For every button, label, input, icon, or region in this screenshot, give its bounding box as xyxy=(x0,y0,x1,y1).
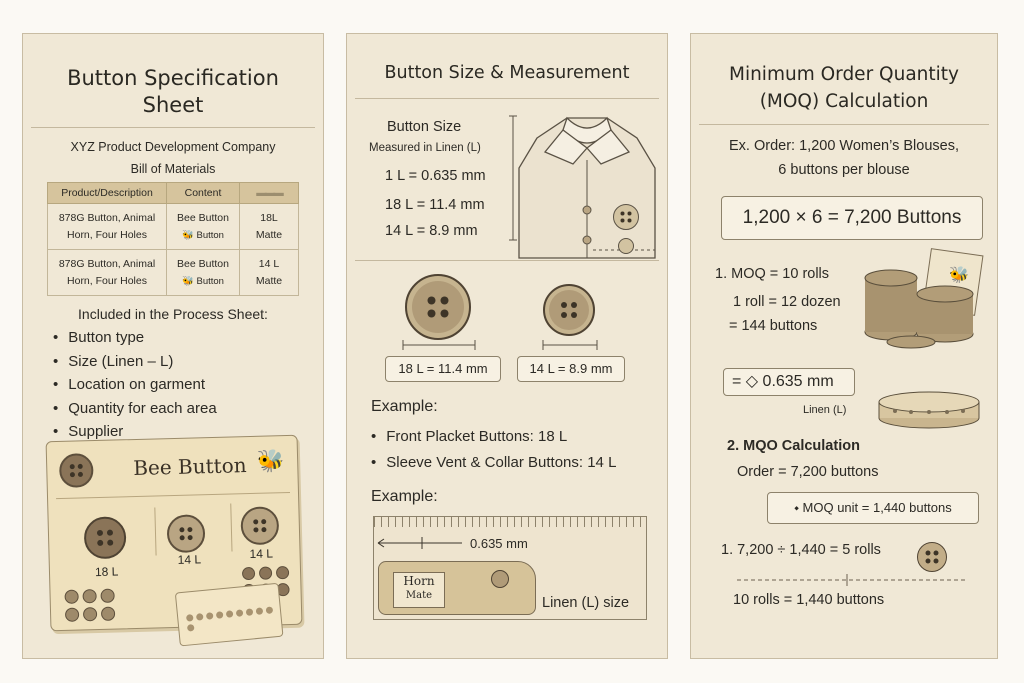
row-description: 878G Button, Animal Horn, Four Holes xyxy=(48,204,167,250)
button-stacks-illustration xyxy=(855,248,995,348)
example-heading: Example: xyxy=(371,398,438,415)
row-description: 878G Button, Animal Horn, Four Holes xyxy=(48,250,167,296)
fabric-tag xyxy=(378,561,536,615)
svg-text:🐝: 🐝 xyxy=(949,265,969,284)
row-content: Bee Button 🐝 Button xyxy=(167,204,240,250)
button-small-icon xyxy=(618,238,634,254)
list-item: • Button type xyxy=(53,326,217,350)
button-roll-illustration xyxy=(875,384,985,430)
divider xyxy=(31,127,315,128)
ruler-ticks xyxy=(374,517,646,527)
linen-spec-box: = ◇ 0.635 mm xyxy=(723,368,855,396)
small-buttons-left xyxy=(64,588,125,622)
list-item: • Size (Linen – L) xyxy=(53,350,217,374)
divider xyxy=(154,507,156,555)
example-heading: Example: xyxy=(371,488,438,505)
size-box-18l: 18 L = 11.4 mm xyxy=(385,356,501,382)
list-item: • Location on garment xyxy=(53,373,217,397)
bee-icon: 🐝 xyxy=(182,229,194,241)
divider xyxy=(355,260,659,261)
divider xyxy=(355,98,659,99)
divider xyxy=(230,503,232,551)
process-sheet-list xyxy=(53,326,217,444)
linen-label: Linen (L) xyxy=(803,404,847,416)
calc-heading: 2. MQO Calculation xyxy=(727,438,860,454)
ruler-illustration xyxy=(373,516,647,620)
mini-button-card xyxy=(175,583,284,647)
list-item: • Supplier xyxy=(53,420,217,444)
row-size: 14 L Matte xyxy=(240,250,299,296)
moq-unit-box: ⬩ MOQ unit = 1,440 buttons xyxy=(767,492,979,524)
col-header-content: Content xyxy=(167,183,240,204)
button-14l-icon xyxy=(613,204,639,230)
sample-button-14l xyxy=(167,514,206,553)
total-formula: 1,200 × 6 = 7,200 Buttons xyxy=(721,196,983,240)
size-box-14l: 14 L = 8.9 mm xyxy=(517,356,625,382)
bom-table xyxy=(47,182,299,296)
row-size: 18L Matte xyxy=(240,204,299,250)
size-label: 18 L xyxy=(94,564,119,580)
list-item: • Front Placket Buttons: 18 L xyxy=(371,424,616,450)
division-line: 1. 7,200 ÷ 1,440 = 5 rolls xyxy=(721,542,881,558)
divider xyxy=(56,492,290,499)
tag-button xyxy=(491,570,509,588)
sample-button-18l xyxy=(84,516,127,559)
table-row xyxy=(48,250,299,296)
dashed-divider xyxy=(737,574,965,586)
size-label: 14 L xyxy=(177,552,202,567)
table-header-row xyxy=(48,183,299,204)
list-item: • Quantity for each area xyxy=(53,397,217,421)
button-size-label: Button Size xyxy=(387,119,462,135)
roll-definition: 1 roll = 12 dozen xyxy=(733,294,841,310)
sample-button-14l xyxy=(240,506,279,545)
measured-label: Measured in Linen (L) xyxy=(369,142,481,154)
example-order-detail: 6 buttons per blouse xyxy=(778,162,910,178)
row-content: Bee Button 🐝 Button xyxy=(167,250,240,296)
measure-arrow xyxy=(376,537,466,549)
shirt-illustration xyxy=(507,108,667,258)
equation: 14 L = 8.9 mm xyxy=(385,223,478,239)
moq-heading: 1. MOQ = 10 rolls xyxy=(715,266,830,282)
list-item: • Sleeve Vent & Collar Buttons: 14 L xyxy=(371,450,616,476)
panel-title: Button Size & Measurement xyxy=(384,63,630,83)
col-header-description: Product/Description xyxy=(48,183,167,204)
button-14l xyxy=(543,284,595,336)
ruler-measure: 0.635 mm xyxy=(470,536,528,551)
button-18l xyxy=(405,274,471,340)
example-list xyxy=(371,424,616,476)
button-icon xyxy=(917,542,947,572)
panel-title: Button Specification Sheet xyxy=(67,66,279,117)
size-measurement-panel xyxy=(346,33,668,659)
brand-logo: Bee Button xyxy=(132,453,247,481)
company-name: XYZ Product Development Company xyxy=(70,140,276,154)
divider xyxy=(699,124,989,125)
dimension-line xyxy=(401,340,477,350)
moq-calculation-panel xyxy=(690,33,998,659)
size-label: 14 L xyxy=(249,546,274,562)
bee-icon: 🐝 xyxy=(182,275,194,287)
diamond-icon: ⬩ xyxy=(794,500,799,515)
bee-icon: 🐝 xyxy=(256,448,285,474)
button-spec-sheet-panel xyxy=(22,33,324,659)
table-row xyxy=(48,204,299,250)
equation: 1 L = 0.635 mm xyxy=(385,168,486,184)
dimension-line xyxy=(541,340,599,350)
doc-type: Bill of Materials xyxy=(130,162,216,176)
equation: 18 L = 11.4 mm xyxy=(385,197,485,213)
included-heading: Included in the Process Sheet: xyxy=(78,306,268,322)
order-line: Order = 7,200 buttons xyxy=(737,464,879,480)
sample-button xyxy=(59,453,94,488)
button-sample-card xyxy=(46,435,303,632)
horn-label: Horn Mate xyxy=(393,572,445,608)
roll-definition: = 144 buttons xyxy=(729,318,818,334)
panel-title: Minimum Order Quantity (MOQ) Calculation xyxy=(728,64,959,112)
col-header-size: ▬▬▬ xyxy=(240,183,299,204)
example-order: Ex. Order: 1,200 Women’s Blouses, xyxy=(729,138,959,154)
ruler-unit-label: Linen (L) size xyxy=(542,595,630,611)
final-result: 10 rolls = 1,440 buttons xyxy=(733,592,885,608)
